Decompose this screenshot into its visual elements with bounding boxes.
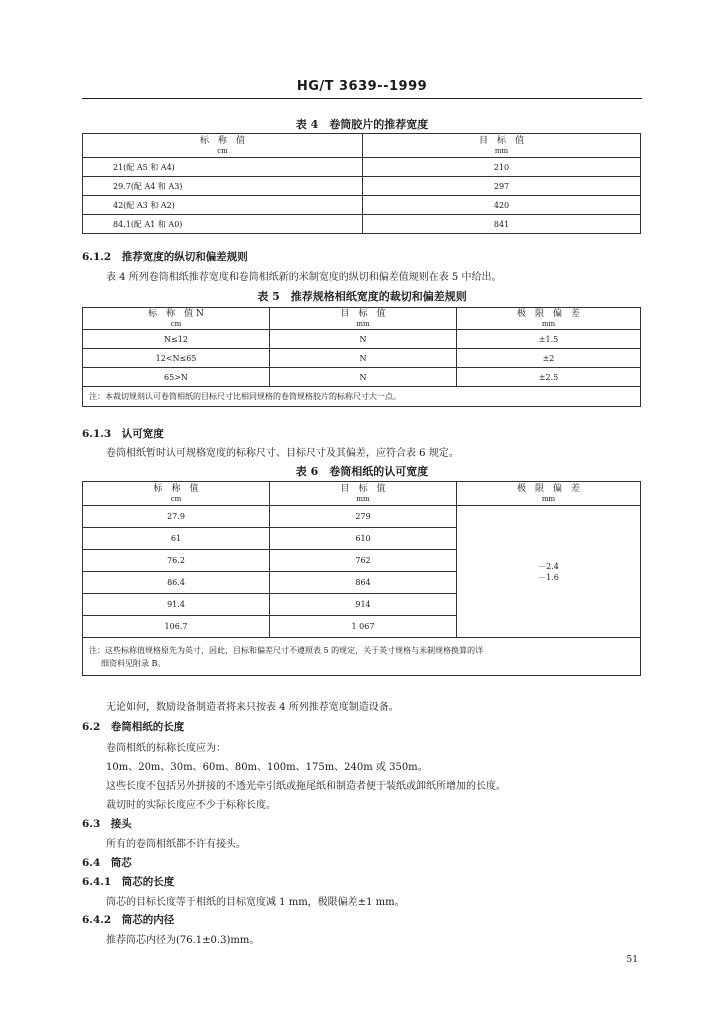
- section-6-4-1-text: 筒芯的目标长度等于相纸的目标宽度减 1 mm，极限偏差±1 mm。: [106, 897, 405, 908]
- table6-header-nominal: 标 称 值 cm: [83, 482, 270, 506]
- table5: [82, 307, 641, 407]
- page-number: 51: [626, 955, 638, 965]
- table-row: 84.1(配 A1 和 A0) 841: [83, 215, 641, 234]
- table4: [82, 133, 641, 234]
- table6-tolerance-cell: －2.4 －1.6: [457, 506, 641, 638]
- section-6-4-1-heading: 6.4.1 筒芯的长度: [82, 876, 175, 888]
- table-row: 76.2 762: [83, 550, 641, 572]
- section-6-1-2-text: 表 4 所列卷筒相纸推荐宽度和卷筒相纸新的米制宽度的纵切和偏差值规则在表 5 中给出。: [106, 272, 502, 283]
- table5-header-target: 目 标 值 mm: [270, 308, 457, 330]
- section-6-1-3-text: 卷筒相纸暂时认可规格宽度的标称尺寸、目标尺寸及其偏差，应符合表 6 规定。: [106, 448, 459, 459]
- table-row: 61 610: [83, 528, 641, 550]
- section-6-1-2-heading: 6.1.2 推荐宽度的纵切和偏差规则: [82, 251, 248, 263]
- table5-note: 注：本裁切规则认可卷筒相纸的目标尺寸比相同规格的卷筒规格胶片的标称尺寸大一点。: [83, 387, 641, 407]
- table5-caption: 表 5 推荐规格相纸宽度的裁切和偏差规则: [257, 290, 467, 303]
- section-6-3-text: 所有的卷筒相纸都不许有接头。: [106, 839, 246, 850]
- table4-header-target: 目 标 值 mm: [363, 134, 641, 158]
- section-6-4-heading: 6.4 筒芯: [82, 857, 132, 869]
- table-row: 12<N≤65 N ±2: [83, 349, 641, 368]
- table-row: 42(配 A3 和 A2) 420: [83, 196, 641, 215]
- table6-header-tolerance: 极 限 偏 差 mm: [457, 482, 641, 506]
- standard-number-header: HG/T 3639--1999: [296, 79, 428, 94]
- table-row: N≤12 N ±1.5: [83, 330, 641, 349]
- table5-header-nominal: 标 称 值 N cm: [83, 308, 270, 330]
- section-6-2-heading: 6.2 卷筒相纸的长度: [82, 721, 185, 733]
- section-6-2-line3: 这些长度不包括另外拼接的不透光牵引纸或拖尾纸和制造者便于装纸或卸纸所增加的长度。: [106, 781, 506, 792]
- section-6-1-3-heading: 6.1.3 认可宽度: [82, 428, 164, 440]
- section-6-2-line4: 裁切时的实际长度应不少于标称长度。: [106, 800, 276, 811]
- section-6-4-2-text: 推荐筒芯内径为(76.1±0.3)mm。: [106, 935, 260, 946]
- table-row: 65>N N ±2.5: [83, 368, 641, 387]
- header-rule: [82, 98, 642, 99]
- table4-header-nominal: 标 称 值 cm: [83, 134, 363, 158]
- table-row: 27.9 279 －2.4 －1.6: [83, 506, 641, 528]
- section-6-4-2-heading: 6.4.2 筒芯的内径: [82, 914, 175, 926]
- section-6-3-heading: 6.3 接头: [82, 818, 132, 830]
- table5-header-tolerance: 极 限 偏 差 mm: [457, 308, 641, 330]
- table-row: 106.7 1 067: [83, 616, 641, 638]
- table6-header-target: 目 标 值 mm: [270, 482, 457, 506]
- table6-caption: 表 6 卷筒相纸的认可宽度: [295, 465, 429, 478]
- table-row: 21(配 A5 和 A4) 210: [83, 158, 641, 177]
- table-row: 86.4 864: [83, 572, 641, 594]
- table6-note: 注：这些标称值规格原先为英寸，因此，目标和偏差尺寸不遵照表 5 的规定，关于英寸规格与米制规格换算的详 细资料见附录 B。: [83, 638, 641, 676]
- section-6-2-line2: 10m、20m、30m、60m、80m、100m、175m、240m 或 350m。: [106, 762, 428, 773]
- table4-caption: 表 4 卷筒胶片的推荐宽度: [295, 118, 429, 131]
- table-row: 29.7(配 A4 和 A3) 297: [83, 177, 641, 196]
- table6: [82, 481, 641, 676]
- section-6-2-line1: 卷筒相纸的标称长度应为：: [106, 743, 226, 754]
- table-row: 91.4 914: [83, 594, 641, 616]
- equipment-remark: 无论如何，数励设备制造者将来只按表 4 所列推荐宽度制造设备。: [106, 702, 399, 713]
